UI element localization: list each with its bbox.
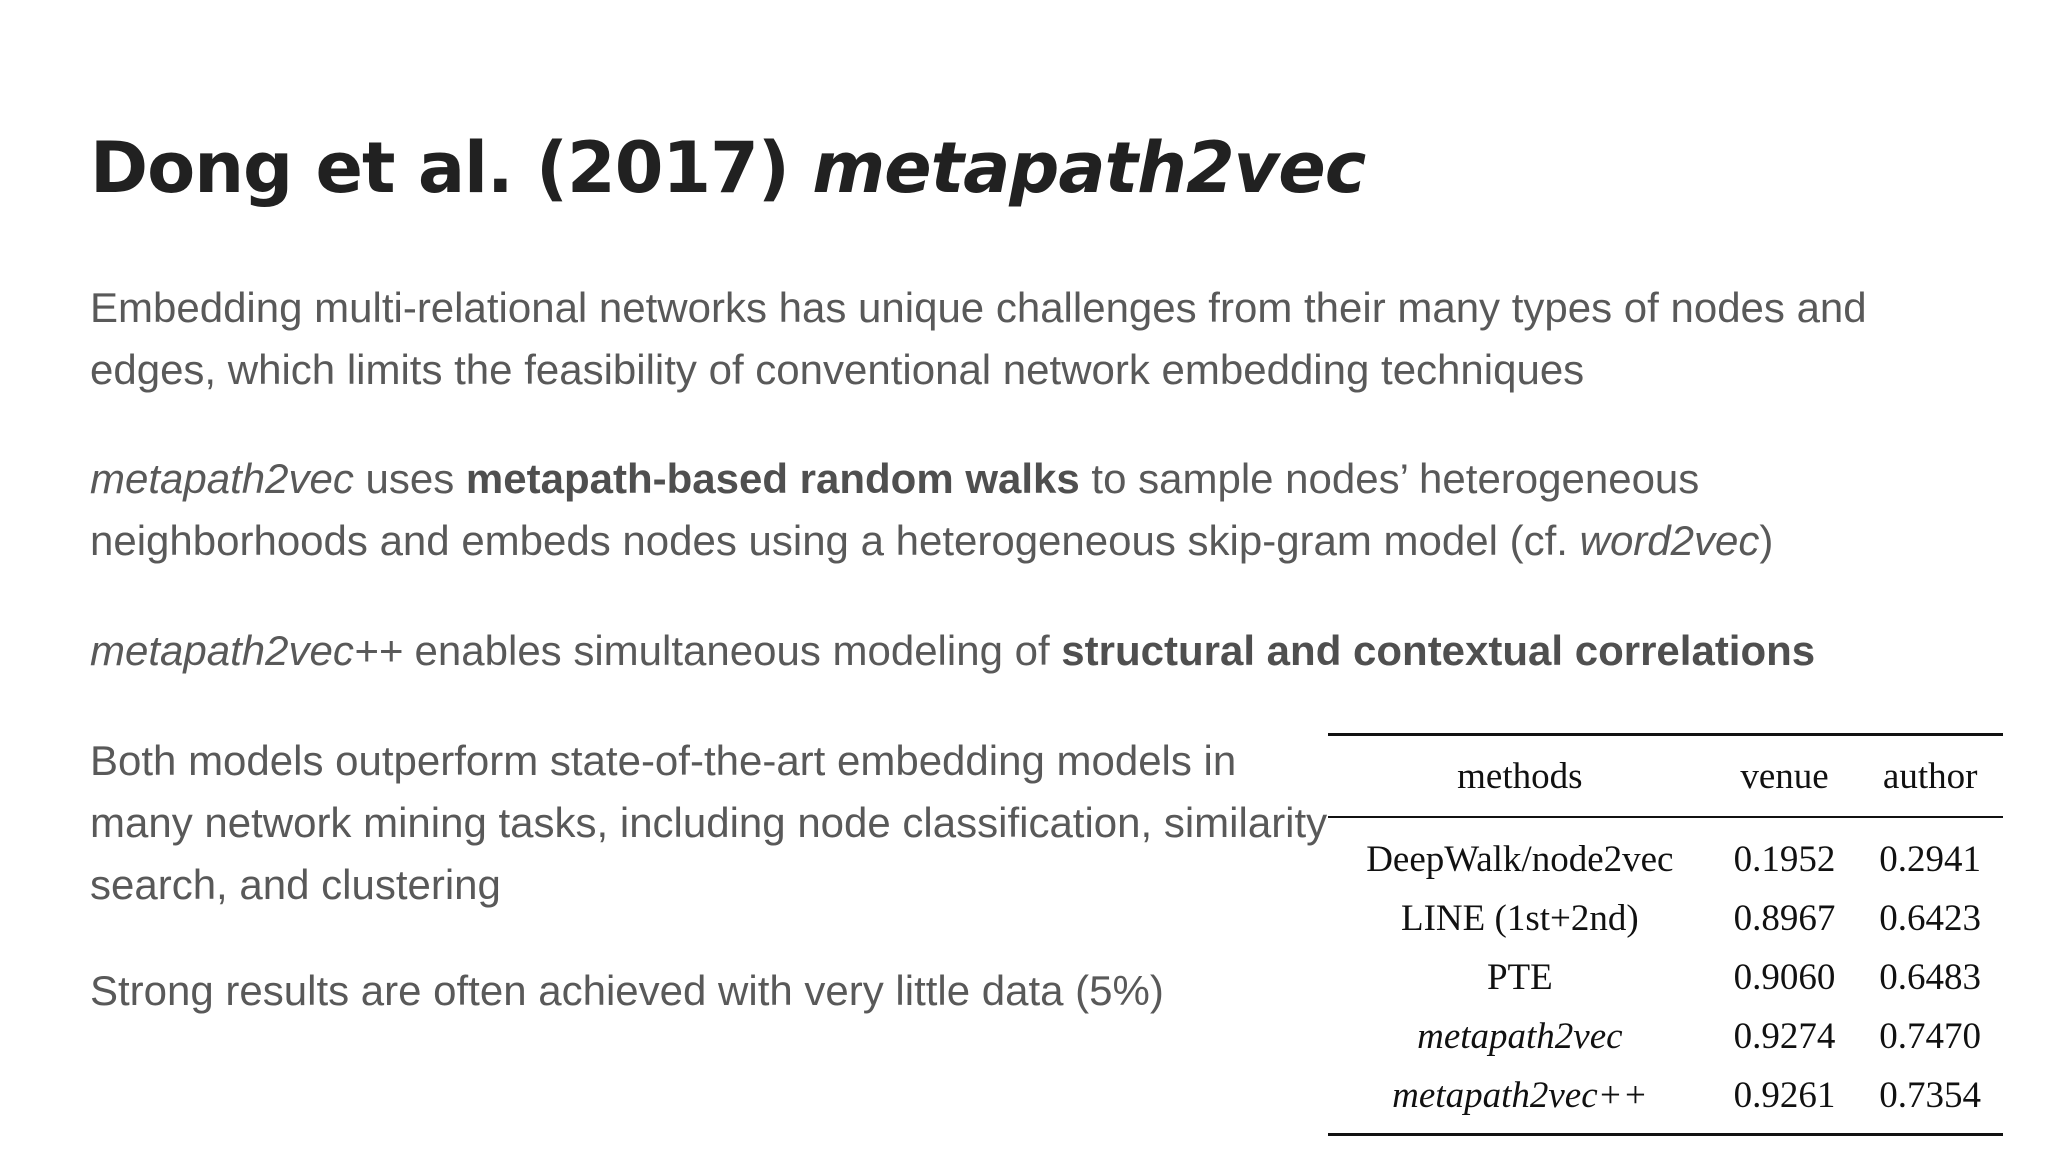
p3-italic-start: metapath2vec++ (90, 627, 403, 674)
author-cell: 0.2941 (1879, 839, 1982, 880)
table-row (1328, 817, 2003, 889)
slide-title-italic: metapath2vec (812, 127, 1366, 209)
method-cell: DeepWalk/node2vec (1366, 839, 1674, 880)
table-row (1328, 1066, 2003, 1135)
author-cell: 0.6483 (1879, 957, 1982, 998)
paragraph-challenges: Embedding multi-relational networks has unique challenges from their many types of nodes and edges, which limits the feasibility of conventional network embedding techniques (90, 284, 1867, 393)
method-cell: metapath2vec (1417, 1016, 1623, 1057)
table-row (1328, 1007, 2003, 1066)
venue-cell: 0.9274 (1733, 1016, 1836, 1057)
p3-bold: structural and contextual correlations (1061, 627, 1816, 674)
p3-mid: enables simultaneous modeling of (402, 627, 1062, 674)
venue-cell: 0.9060 (1733, 957, 1836, 998)
table-row (1328, 948, 2003, 1007)
method-cell: PTE (1486, 957, 1553, 998)
paragraph-outperform: Both models outperform state-of-the-art embedding models in many network mining tasks, including node classification, similarity search, and clustering (90, 737, 1328, 908)
p2-end: ) (1759, 517, 1774, 564)
venue-cell: 0.9261 (1733, 1075, 1836, 1116)
venue-cell: 0.1952 (1733, 839, 1836, 880)
p2-italic-start: metapath2vec (90, 455, 354, 502)
p2-mid1: uses (353, 455, 466, 502)
author-cell: 0.7354 (1879, 1075, 1982, 1116)
venue-cell: 0.8967 (1733, 898, 1836, 939)
paragraph-metapath2vec (90, 448, 1970, 572)
slide-title (90, 118, 1365, 218)
paragraph-strong-results: Strong results are often achieved with very little data (5%) (90, 967, 1164, 1014)
table-header-row (1328, 735, 2003, 818)
paragraph-metapath2vec-plus (90, 620, 1970, 682)
author-cell: 0.7470 (1879, 1016, 1982, 1057)
slide-title-plain: Dong et al. (2017) (90, 127, 813, 209)
p2-mid2: to sample nodes’ heterogeneous neighborhoods and embeds nodes using a heterogeneous skip-gram model (cf. (90, 455, 1700, 564)
header-venue: venue (1740, 755, 1829, 797)
author-cell: 0.6423 (1879, 898, 1982, 939)
method-cell: LINE (1st+2nd) (1401, 898, 1639, 939)
method-cell: metapath2vec++ (1392, 1075, 1648, 1116)
p2-italic-end: word2vec (1579, 517, 1760, 564)
header-author: author (1882, 755, 1978, 797)
p2-bold: metapath-based random walks (465, 455, 1080, 502)
results-table (1328, 733, 2003, 1136)
table-row (1328, 889, 2003, 948)
header-methods: methods (1457, 755, 1583, 797)
